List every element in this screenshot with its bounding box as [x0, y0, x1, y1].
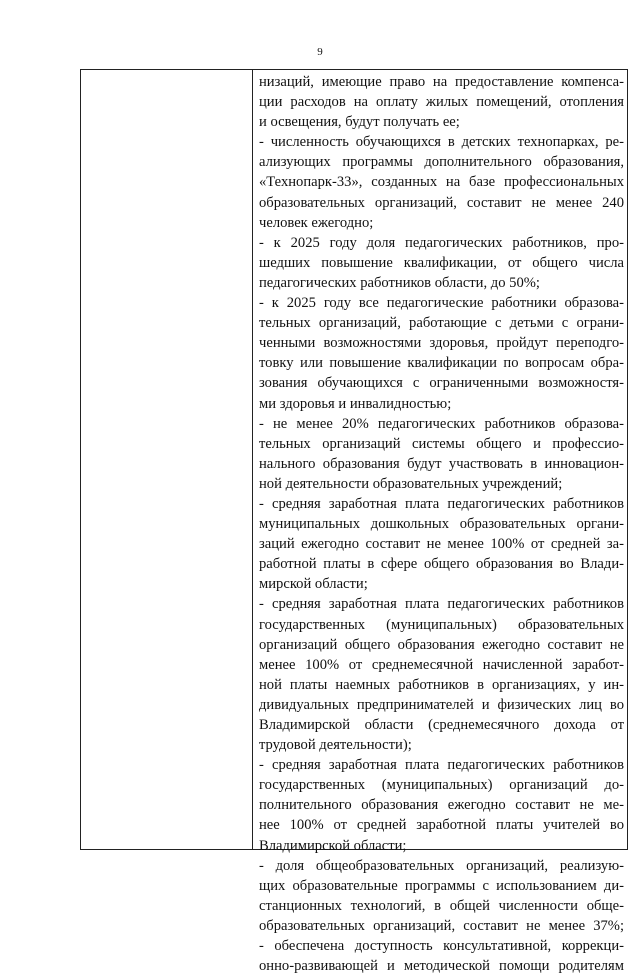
text-line: Владимирской области; — [259, 837, 407, 854]
text-line: товку или повышение квалификации по вопросам обра- — [259, 355, 624, 372]
text-line: - обеспечена доступность консультативной, коррекци- — [259, 938, 624, 955]
text-line: ализующих программы дополнительного образования, — [259, 154, 624, 171]
text-line: государственных (муниципальных) образовательных — [259, 616, 624, 633]
text-line: мирской области; — [259, 576, 368, 593]
text-line: нального образования будут участвовать в инновацион- — [259, 455, 624, 472]
text-line: - средняя заработная плата педагогических работников — [259, 757, 624, 774]
text-line: образовательных организаций, составит не менее 240 — [259, 194, 624, 211]
text-line: - не менее 20% педагогических работников образова- — [259, 415, 624, 432]
text-line: низаций, имеющие право на предоставление компенса- — [259, 74, 624, 90]
text-line: человек ежегодно; — [259, 214, 374, 231]
text-line: станционных технологий, в общей численности обще- — [259, 897, 624, 914]
text-line: педагогических работников области, до 50%; — [259, 274, 540, 291]
text-line: и освещения, будут получать ее; — [259, 114, 460, 131]
text-line: онно-развивающей и методической помощи родителям — [259, 958, 624, 975]
text-line: менее 100% от среднемесячной начисленной заработ- — [259, 656, 624, 673]
text-line: ной деятельности образовательных учреждений; — [259, 475, 563, 492]
text-line: - к 2025 году доля педагогических работников, про- — [259, 234, 624, 251]
text-line: муниципальных дошкольных образовательных органи- — [259, 516, 624, 533]
text-line: ции расходов на оплату жилых помещений, отопления — [259, 94, 624, 111]
text-line: - численность обучающихся в детских технопарках, ре- — [259, 134, 624, 151]
table-right-cell — [254, 70, 627, 975]
text-line: работной платы в сфере общего образования во Влади- — [259, 556, 624, 573]
text-line: образовательных организаций, составит не менее 37%; — [259, 917, 624, 934]
text-line: заций ежегодно составит не менее 100% от средней за- — [259, 536, 624, 553]
text-line: - доля общеобразовательных организаций, реализую- — [259, 857, 624, 874]
text-line: тельных организаций, работающие с детьми с ограни- — [259, 315, 624, 332]
text-line: ми здоровья и инвалидностью; — [259, 395, 452, 412]
page-number: 9 — [317, 46, 323, 58]
table-left-cell — [81, 70, 253, 849]
text-line: полнительного образования ежегодно составит не ме- — [259, 797, 624, 814]
text-line: ной платы наемных работников в организациях, у ин- — [259, 676, 624, 693]
text-line: - средняя заработная плата педагогических работников — [259, 495, 624, 512]
document-table — [80, 69, 628, 975]
text-line: тельных организаций системы общего и профессио- — [259, 435, 624, 452]
text-line: зования обучающихся с ограниченными возможностя- — [259, 375, 624, 392]
text-line: щих образовательные программы с использованием ди- — [259, 877, 624, 894]
text-line: - средняя заработная плата педагогических работников — [259, 596, 624, 613]
text-line: организаций общего образования ежегодно составит не — [259, 636, 624, 653]
text-line: «Технопарк-33», созданных на базе профессиональных — [259, 174, 624, 191]
text-line: государственных (муниципальных) организаций до- — [259, 777, 624, 794]
text-line: нее 100% от средней заработной платы учителей во — [259, 817, 624, 834]
text-line: ченными возможностями здоровья, пройдут переподго- — [259, 335, 624, 352]
text-line: Владимирской области (среднемесячного дохода от — [259, 717, 624, 733]
text-line: шедших повышение квалификации, от общего числа — [259, 254, 624, 271]
text-line: дивидуальных предпринимателей и физических лиц во — [259, 696, 624, 713]
text-line: - к 2025 году все педагогические работники образова- — [259, 295, 624, 312]
text-line: трудовой деятельности); — [259, 737, 412, 754]
